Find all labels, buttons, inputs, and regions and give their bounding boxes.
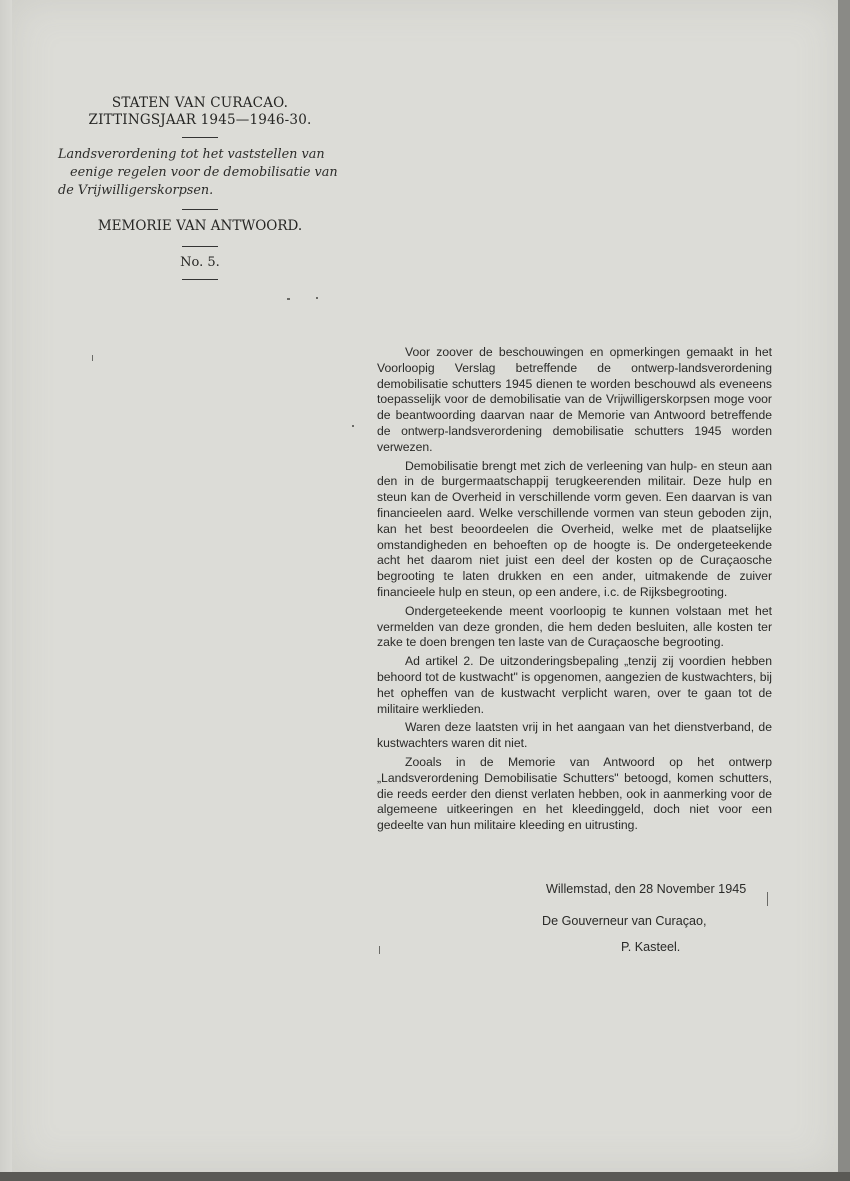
- scan-edge-bottom: [0, 1172, 850, 1181]
- body-paragraph: Ondergeteekende meent voorloopig te kunnen volstaan met het vermelden van deze gronden, die hem deden besluiten, alle kosten ter zake te doen brengen ten laste van de Curaçaosche begrooting.: [377, 603, 772, 650]
- scan-speck: [352, 425, 354, 427]
- divider: [182, 137, 218, 138]
- signature-place-date: Willemstad, den 28 November 1945: [546, 882, 747, 896]
- divider: [182, 209, 218, 210]
- ordinance-title-line: Landsverordening tot het vaststellen van: [58, 147, 325, 162]
- scan-speck: [316, 297, 318, 299]
- scan-speck: [767, 892, 768, 906]
- scan-speck: [92, 355, 93, 361]
- signature-name: P. Kasteel.: [621, 940, 681, 954]
- scan-speck: [287, 298, 290, 300]
- body-paragraph: Demobilisatie brengt met zich de verleening van hulp- en steun aan den in de burgermaatschappij terugkeerenden militair. Deze hulp en steun kan de Overheid in verschillende vorm geven. Een daarvan is van financieelen aard. Welke verschillende vormen van steun geboden zijn, kan het best beoordeelen die Overheid, welke met de plaatselijke omstandigheden en behoeften op de hoogte is. De ondergeteekende acht het daarom niet juist een deel der kosten op de Curaçaosche begrooting te laten drukken en een ander, uitmakende de zuiver financieele hulp en steun, op een andere, i.c. de Rijksbegrooting.: [377, 458, 772, 599]
- body-paragraph: Zooals in de Memorie van Antwoord op het ontwerp „Landsverordening Demobilisatie Schutters" betoogd, komen schutters, die reeds eerder den dienst verlaten hebben, ook in aanmerking voor de algemeene uitkeeringen en het kleedinggeld, doch niet voor een gedeelte van hun militaire kleeding en uitrusting.: [377, 754, 772, 833]
- document-number: No. 5.: [180, 255, 220, 270]
- body-paragraph: Waren deze laatsten vrij in het aangaan van het dienstverband, de kustwachters waren dit niet.: [377, 720, 772, 751]
- body-paragraph: Ad artikel 2. De uitzonderingsbepaling „tenzij zij voordien hebben behoord tot de kustwacht" is opgenomen, aangezien de kustwachters, bij het opheffen van de kustwacht verplicht waren, over te gaan tot de militaire werklieden.: [377, 654, 772, 716]
- scan-speck: [379, 946, 380, 954]
- divider: [182, 246, 218, 247]
- header-assembly: STATEN VAN CURACAO.: [111, 95, 289, 111]
- ordinance-title-line: eenige regelen voor de demobilisatie van: [70, 165, 338, 180]
- signature-role: De Gouverneur van Curaçao,: [542, 914, 707, 928]
- document-body: [377, 345, 772, 837]
- document-header: [50, 95, 350, 288]
- ordinance-title-line: de Vrijwilligerskorpsen.: [58, 183, 214, 198]
- divider: [182, 279, 218, 280]
- document-type: MEMORIE VAN ANTWOORD.: [97, 218, 303, 234]
- scan-edge-right: [838, 0, 850, 1181]
- header-session: ZITTINGSJAAR 1945—1946-30.: [88, 112, 312, 128]
- ordinance-title: [50, 146, 350, 200]
- body-paragraph: Voor zoover de beschouwingen en opmerkingen gemaakt in het Voorloopig Verslag betreffende de ontwerp-landsverordening demobilisatie schutters 1945 dienen te worden beschouwd als eveneens toepasselijk voor de demobilisatie van de Vrijwilligerskorpsen moge voor de beantwoording daarvan naar de Memorie van Antwoord betreffende de ontwerp-landsverordening demobilisatie schutters 1945 worden verwezen.: [377, 345, 772, 454]
